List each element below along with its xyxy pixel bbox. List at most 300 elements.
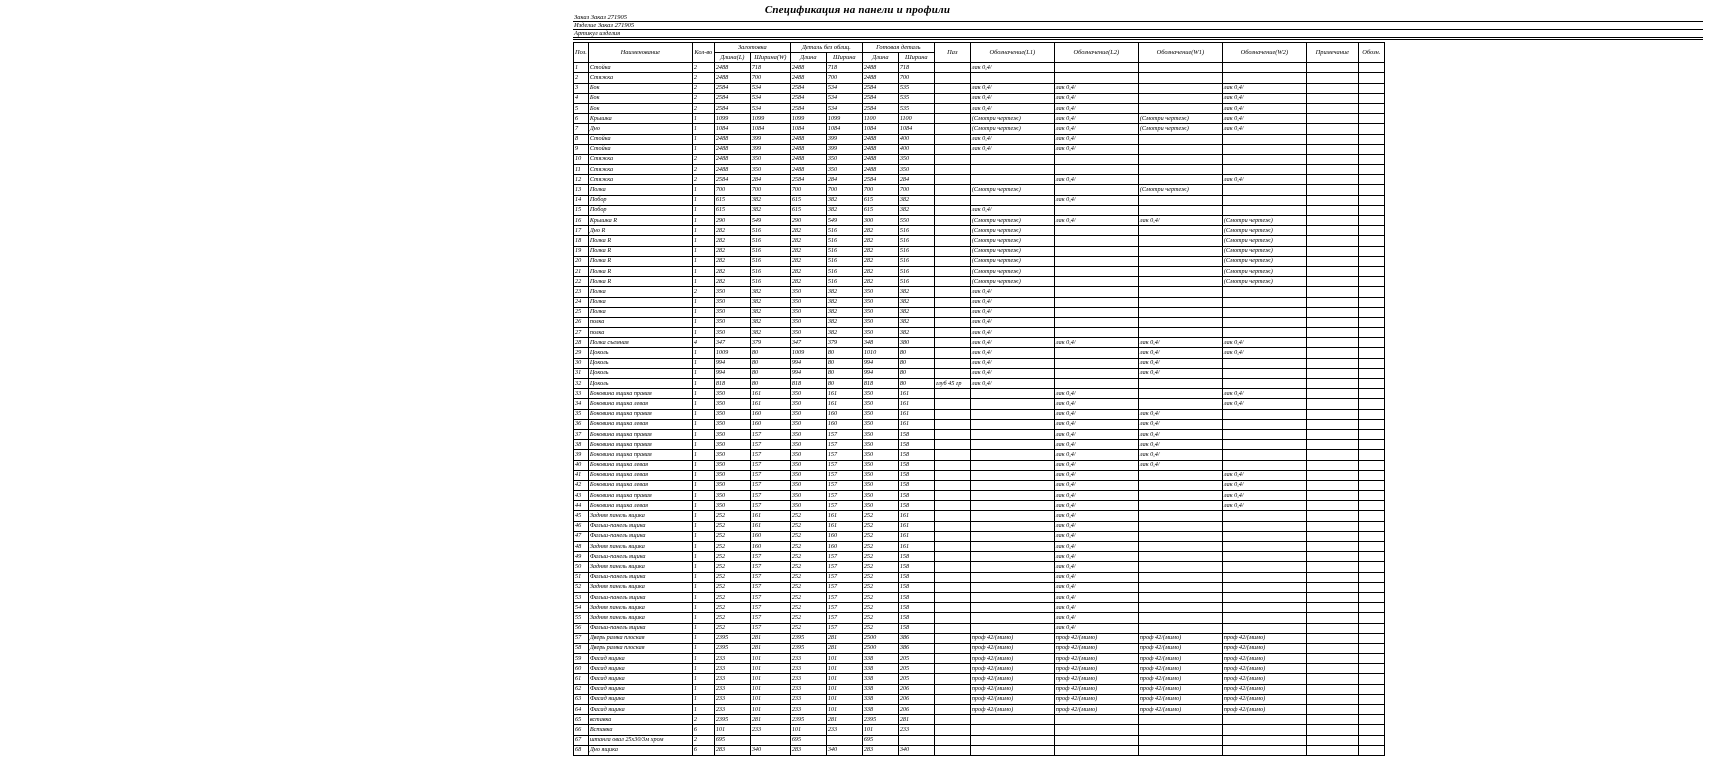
table-cell: 252 <box>790 623 826 633</box>
table-cell: 252 <box>714 613 750 623</box>
table-cell: 348 <box>862 338 898 348</box>
table-cell <box>1054 256 1138 266</box>
table-row <box>574 705 1385 715</box>
table-cell <box>1358 389 1384 399</box>
table-cell: 2584 <box>862 83 898 93</box>
table-cell <box>970 572 1054 582</box>
table-cell: 157 <box>826 592 862 602</box>
table-cell <box>970 745 1054 755</box>
table-row <box>574 511 1385 521</box>
table-cell: 233 <box>790 664 826 674</box>
table-cell: лак 0,4/ <box>970 317 1054 327</box>
table-cell: 350 <box>790 328 826 338</box>
table-cell: 252 <box>790 521 826 531</box>
table-cell: 1010 <box>862 348 898 358</box>
table-cell: 47 <box>574 531 589 541</box>
table-cell: проф 42/(мимо) <box>1222 705 1306 715</box>
table-cell: 282 <box>714 246 750 256</box>
table-cell <box>934 165 970 175</box>
table-cell: 161 <box>750 521 790 531</box>
table-cell: 80 <box>826 348 862 358</box>
table-cell <box>1306 470 1358 480</box>
table-cell: 350 <box>714 399 750 409</box>
table-row <box>574 134 1385 144</box>
table-cell: Задняя панель ящика <box>588 562 692 572</box>
table-cell <box>970 154 1054 164</box>
table-cell <box>970 175 1054 185</box>
table-cell: Задняя панель ящика <box>588 511 692 521</box>
table-cell: 2488 <box>862 144 898 154</box>
table-cell: проф 42/(мимо) <box>1054 684 1138 694</box>
table-cell: 2488 <box>714 154 750 164</box>
table-cell: 37 <box>574 429 589 439</box>
table-cell: 350 <box>862 409 898 419</box>
table-cell: 43 <box>574 491 589 501</box>
table-row <box>574 480 1385 490</box>
table-cell: 338 <box>862 694 898 704</box>
table-cell <box>1138 715 1222 725</box>
table-cell: Фальш-панель ящика <box>588 531 692 541</box>
table-row <box>574 542 1385 552</box>
table-cell: лак 0,4/ <box>1222 399 1306 409</box>
table-cell: 516 <box>826 236 862 246</box>
table-cell <box>1054 725 1138 735</box>
table-cell: 252 <box>714 542 750 552</box>
table-cell: 57 <box>574 633 589 643</box>
table-cell: 252 <box>862 572 898 582</box>
table-cell <box>1306 83 1358 93</box>
table-cell: лак 0,4/ <box>1222 348 1306 358</box>
table-cell <box>1222 205 1306 215</box>
table-cell: 615 <box>862 195 898 205</box>
table-cell <box>1138 328 1222 338</box>
table-cell <box>934 429 970 439</box>
table-cell <box>1358 623 1384 633</box>
table-cell <box>1054 348 1138 358</box>
table-cell <box>934 633 970 643</box>
table-cell: 2 <box>574 73 589 83</box>
table-cell: 157 <box>750 450 790 460</box>
table-cell: 350 <box>898 154 934 164</box>
table-cell: 4 <box>692 338 714 348</box>
table-cell <box>1358 154 1384 164</box>
table-cell: 386 <box>898 633 934 643</box>
table-cell <box>1054 73 1138 83</box>
col-note: Примечание <box>1306 43 1358 63</box>
table-row <box>574 277 1385 287</box>
table-cell: проф 42/(мимо) <box>1054 705 1138 715</box>
table-cell: проф 42/(мимо) <box>970 633 1054 643</box>
table-cell <box>970 562 1054 572</box>
table-cell: 695 <box>790 735 826 745</box>
table-cell: 80 <box>750 358 790 368</box>
table-cell: 161 <box>898 542 934 552</box>
table-cell: лак 0,4/ <box>1054 450 1138 460</box>
table-cell <box>1358 562 1384 572</box>
table-cell <box>1306 277 1358 287</box>
table-cell: 252 <box>790 592 826 602</box>
table-cell <box>1358 348 1384 358</box>
table-cell: Крышка <box>588 114 692 124</box>
table-cell: проф 42/(мимо) <box>1138 643 1222 653</box>
table-cell <box>1358 745 1384 755</box>
table-cell <box>1138 246 1222 256</box>
table-cell: лак 0,4/ <box>970 358 1054 368</box>
table-cell: лак 0,4/ <box>1222 501 1306 511</box>
table-cell: лак 0,4/ <box>1054 419 1138 429</box>
table-cell: 157 <box>826 501 862 511</box>
table-cell: 2488 <box>790 73 826 83</box>
table-cell <box>1358 246 1384 256</box>
table-cell: 534 <box>750 93 790 103</box>
table-cell <box>1054 368 1138 378</box>
table-cell: 49 <box>574 552 589 562</box>
table-cell <box>1306 307 1358 317</box>
table-cell: 350 <box>862 328 898 338</box>
table-cell: лак 0,4/ <box>1054 216 1138 226</box>
table-cell: лак 0,4/ <box>1054 501 1138 511</box>
table-cell <box>1306 226 1358 236</box>
table-cell: 51 <box>574 572 589 582</box>
table-cell <box>1306 114 1358 124</box>
specification-table <box>573 42 1385 756</box>
table-cell: 1 <box>692 511 714 521</box>
table-cell: 516 <box>898 266 934 276</box>
table-cell <box>1306 124 1358 134</box>
table-cell: Полка R <box>588 236 692 246</box>
table-cell: 282 <box>790 226 826 236</box>
table-cell: 157 <box>750 613 790 623</box>
table-cell <box>1358 582 1384 592</box>
table-cell <box>1138 491 1222 501</box>
table-cell: 994 <box>790 358 826 368</box>
table-cell: Боковина ящика левая <box>588 399 692 409</box>
table-cell: 63 <box>574 694 589 704</box>
table-cell: 2488 <box>790 134 826 144</box>
table-cell: лак 0,4/ <box>1054 582 1138 592</box>
table-cell: лак 0,4/ <box>1054 572 1138 582</box>
table-cell: Вставка <box>588 725 692 735</box>
table-cell <box>934 705 970 715</box>
table-row <box>574 664 1385 674</box>
table-cell: лак 0,4/ <box>970 379 1054 389</box>
table-cell <box>1358 715 1384 725</box>
table-cell <box>1306 63 1358 73</box>
table-cell: 157 <box>750 440 790 450</box>
table-row <box>574 562 1385 572</box>
table-cell: 233 <box>750 725 790 735</box>
table-cell: 2584 <box>790 103 826 113</box>
table-row <box>574 328 1385 338</box>
table-row <box>574 124 1385 134</box>
table-cell: 350 <box>862 491 898 501</box>
table-cell: 160 <box>750 409 790 419</box>
table-cell: (Смотри чертеж) <box>970 185 1054 195</box>
table-cell <box>1054 297 1138 307</box>
table-cell: 350 <box>714 409 750 419</box>
table-cell: 382 <box>750 205 790 215</box>
table-cell: 1 <box>692 440 714 450</box>
table-cell: лак 0,4/ <box>970 134 1054 144</box>
table-cell <box>934 226 970 236</box>
table-row <box>574 684 1385 694</box>
table-cell: 205 <box>898 664 934 674</box>
table-cell: лак 0,4/ <box>1054 93 1138 103</box>
table-cell <box>1222 185 1306 195</box>
table-cell: 252 <box>790 582 826 592</box>
table-cell: 282 <box>790 246 826 256</box>
table-cell: 399 <box>750 134 790 144</box>
table-cell: 19 <box>574 246 589 256</box>
table-cell <box>1222 582 1306 592</box>
table-cell <box>1306 175 1358 185</box>
table-cell <box>1054 205 1138 215</box>
table-cell: лак 0,4/ <box>970 83 1054 93</box>
table-cell: 60 <box>574 664 589 674</box>
table-cell <box>1138 521 1222 531</box>
table-cell <box>1306 154 1358 164</box>
table-cell: 53 <box>574 592 589 602</box>
table-cell: лак 0,4/ <box>1054 592 1138 602</box>
table-row <box>574 470 1385 480</box>
table-cell: 382 <box>898 307 934 317</box>
table-cell: 45 <box>574 511 589 521</box>
table-cell <box>934 256 970 266</box>
table-row <box>574 246 1385 256</box>
table-cell: 8 <box>574 134 589 144</box>
table-cell: 252 <box>714 531 750 541</box>
table-cell <box>934 613 970 623</box>
table-cell: 550 <box>898 216 934 226</box>
table-cell: проф 42/(мимо) <box>1054 654 1138 664</box>
table-cell <box>970 389 1054 399</box>
table-row <box>574 694 1385 704</box>
table-cell: 350 <box>790 419 826 429</box>
table-cell: (Смотри чертеж) <box>1222 256 1306 266</box>
table-cell: лак 0,4/ <box>970 103 1054 113</box>
table-cell: 101 <box>750 664 790 674</box>
table-cell: 535 <box>898 103 934 113</box>
table-cell: 206 <box>898 694 934 704</box>
col-zag-width: Ширина(W) <box>750 53 790 63</box>
table-cell: 4 <box>574 93 589 103</box>
table-cell: лак 0,4/ <box>1054 338 1138 348</box>
table-cell: лак 0,4/ <box>1138 216 1222 226</box>
table-cell: 39 <box>574 450 589 460</box>
table-cell: 700 <box>862 185 898 195</box>
table-cell: лак 0,4/ <box>1222 338 1306 348</box>
table-cell: 282 <box>714 236 750 246</box>
table-cell <box>934 134 970 144</box>
col-final-length: Длина <box>862 53 898 63</box>
table-cell <box>1222 603 1306 613</box>
table-cell <box>1358 379 1384 389</box>
table-cell: 101 <box>750 674 790 684</box>
table-cell: 386 <box>898 643 934 653</box>
table-cell: Полка <box>588 185 692 195</box>
table-cell: 338 <box>862 664 898 674</box>
table-cell <box>1358 633 1384 643</box>
table-cell <box>1306 216 1358 226</box>
table-cell: 252 <box>862 592 898 602</box>
table-cell <box>934 103 970 113</box>
table-cell <box>1222 725 1306 735</box>
table-cell: 700 <box>898 185 934 195</box>
table-cell: лак 0,4/ <box>1222 480 1306 490</box>
table-cell: 17 <box>574 226 589 236</box>
table-cell: 2 <box>692 175 714 185</box>
table-cell: 549 <box>750 216 790 226</box>
table-cell: проф 42/(мимо) <box>1138 633 1222 643</box>
table-cell: 2 <box>692 154 714 164</box>
table-cell: 2 <box>692 93 714 103</box>
table-cell: 64 <box>574 705 589 715</box>
table-cell: лак 0,4/ <box>1222 93 1306 103</box>
table-cell <box>1054 236 1138 246</box>
table-row <box>574 409 1385 419</box>
table-cell <box>1358 450 1384 460</box>
table-cell: глуб 45 гр <box>934 379 970 389</box>
table-cell: 615 <box>790 195 826 205</box>
col-final-width: Ширина <box>898 53 934 63</box>
table-cell: Полка <box>588 287 692 297</box>
table-cell <box>1306 185 1358 195</box>
table-cell: 252 <box>790 531 826 541</box>
table-cell: 399 <box>826 134 862 144</box>
table-cell: 158 <box>898 582 934 592</box>
table-cell: проф 42/(мимо) <box>1054 664 1138 674</box>
table-cell: 1084 <box>862 124 898 134</box>
table-cell: 1 <box>692 379 714 389</box>
table-cell: 350 <box>714 480 750 490</box>
table-cell: Полка <box>588 297 692 307</box>
table-cell <box>1222 317 1306 327</box>
table-cell <box>1138 480 1222 490</box>
table-cell: 252 <box>790 542 826 552</box>
table-cell: лак 0,4/ <box>1054 480 1138 490</box>
table-cell: 44 <box>574 501 589 511</box>
table-cell <box>934 511 970 521</box>
table-cell <box>1138 552 1222 562</box>
table-cell: 158 <box>898 470 934 480</box>
table-cell: 350 <box>714 440 750 450</box>
table-cell <box>1306 531 1358 541</box>
table-cell: 30 <box>574 358 589 368</box>
table-row <box>574 266 1385 276</box>
table-cell: проф 42/(мимо) <box>1138 694 1222 704</box>
table-cell: 516 <box>750 236 790 246</box>
table-cell <box>970 480 1054 490</box>
table-cell: 2 <box>692 287 714 297</box>
table-cell <box>970 582 1054 592</box>
table-cell: 1 <box>692 643 714 653</box>
table-cell <box>1306 165 1358 175</box>
table-cell <box>1222 429 1306 439</box>
table-cell: 161 <box>898 521 934 531</box>
table-cell: 34 <box>574 399 589 409</box>
table-cell <box>1306 654 1358 664</box>
table-row <box>574 450 1385 460</box>
col-oboz-l1: Обозначение(L1) <box>970 43 1054 63</box>
table-cell: 350 <box>790 317 826 327</box>
table-cell: 382 <box>898 297 934 307</box>
table-cell: проф 42/(мимо) <box>1222 654 1306 664</box>
table-cell: 36 <box>574 419 589 429</box>
table-cell <box>934 154 970 164</box>
table-cell: 615 <box>714 205 750 215</box>
table-cell <box>1306 705 1358 715</box>
table-cell: 350 <box>790 287 826 297</box>
table-cell <box>1306 674 1358 684</box>
table-cell: Цоколь <box>588 379 692 389</box>
table-cell: лак 0,4/ <box>1054 521 1138 531</box>
table-cell <box>1222 409 1306 419</box>
table-cell: 7 <box>574 124 589 134</box>
table-cell: проф 42/(мимо) <box>1222 643 1306 653</box>
table-cell: 161 <box>826 399 862 409</box>
table-cell: 382 <box>826 287 862 297</box>
table-cell <box>1138 389 1222 399</box>
table-cell: 2584 <box>714 93 750 103</box>
table-cell: лак 0,4/ <box>1222 83 1306 93</box>
table-cell: 350 <box>714 470 750 480</box>
table-cell <box>1358 195 1384 205</box>
table-cell: 2488 <box>862 165 898 175</box>
page-title: Спецификация на панели и профили <box>764 4 951 16</box>
table-cell <box>1358 103 1384 113</box>
table-cell: 27 <box>574 328 589 338</box>
table-cell: (Смотри чертеж) <box>970 226 1054 236</box>
table-cell <box>1358 654 1384 664</box>
table-cell <box>1358 83 1384 93</box>
table-cell: 1 <box>692 582 714 592</box>
table-cell: лак 0,4/ <box>1054 470 1138 480</box>
table-cell: Боковина ящика левая <box>588 480 692 490</box>
table-cell <box>1306 511 1358 521</box>
table-row <box>574 654 1385 664</box>
table-cell: 157 <box>826 613 862 623</box>
table-cell: 338 <box>862 674 898 684</box>
table-cell: 158 <box>898 429 934 439</box>
table-cell: 282 <box>714 226 750 236</box>
table-cell <box>1358 165 1384 175</box>
table-row <box>574 317 1385 327</box>
table-cell <box>1358 542 1384 552</box>
table-cell: 233 <box>790 705 826 715</box>
table-cell <box>1306 358 1358 368</box>
table-cell: 350 <box>750 154 790 164</box>
table-cell: 160 <box>750 542 790 552</box>
table-cell <box>1358 358 1384 368</box>
table-cell <box>1138 531 1222 541</box>
table-cell <box>1138 511 1222 521</box>
table-cell: 2500 <box>862 643 898 653</box>
table-cell: 382 <box>750 287 790 297</box>
table-cell: Бок <box>588 83 692 93</box>
table-cell <box>1054 358 1138 368</box>
table-cell: Бок <box>588 93 692 103</box>
table-cell <box>1222 450 1306 460</box>
table-row <box>574 643 1385 653</box>
table-cell: 282 <box>790 266 826 276</box>
table-row <box>574 674 1385 684</box>
table-cell: 350 <box>862 419 898 429</box>
table-cell: 1 <box>692 185 714 195</box>
table-cell: 9 <box>574 144 589 154</box>
table-cell <box>1358 511 1384 521</box>
table-cell <box>1358 674 1384 684</box>
table-cell: лак 0,4/ <box>970 144 1054 154</box>
